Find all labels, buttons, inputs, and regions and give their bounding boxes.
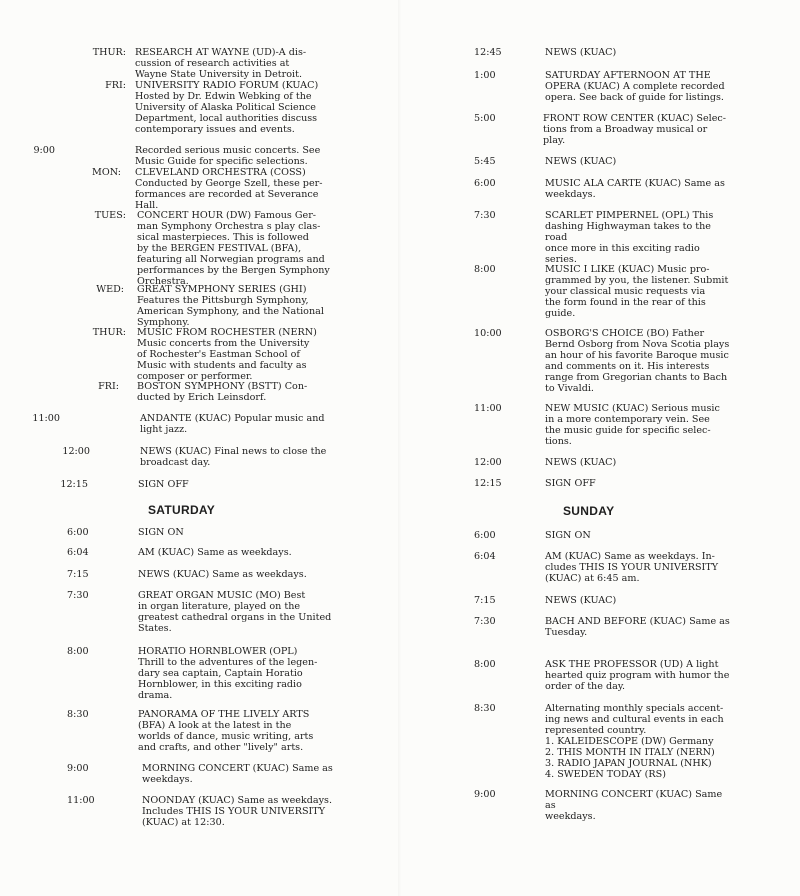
entry-time: 8:30 (67, 709, 89, 720)
entry-description: NEWS (KUAC) (545, 47, 617, 58)
schedule-entry (67, 795, 382, 828)
schedule-entry (60, 80, 370, 135)
schedule-entry (474, 178, 730, 200)
entry-description: OSBORG'S CHOICE (BO) Father Bernd Osborg from Nova Scotia plays an hour of his favorite Baroque music and comments on it. His interests range from Gregorian chants to Bach to Vivaldi. (545, 328, 730, 394)
entry-description: ANDANTE (KUAC) Popular music and light jazz. (140, 413, 325, 435)
entry-time: 12:45 (474, 47, 502, 58)
schedule-entry (60, 381, 372, 403)
entry-time: 7:30 (67, 590, 89, 601)
schedule-entry (67, 569, 373, 580)
entry-time: 11:00 (474, 403, 502, 414)
entry-time: TUES: (94, 210, 126, 221)
entry-description: BACH AND BEFORE (KUAC) Same as Tuesday. (545, 616, 730, 638)
entry-description: UNIVERSITY RADIO FORUM (KUAC) Hosted by Dr. Edwin Webking of the University of Alaska Political Science Department, local authorities discuss contemporary issues and events. (135, 80, 319, 135)
entry-description: RESEARCH AT WAYNE (UD)-A dis- cussion of research activities at Wayne State University in Detroit. (135, 47, 307, 80)
entry-description: NEWS (KUAC) Final news to close the broadcast day. (140, 446, 327, 468)
entry-time: 12:15 (474, 478, 502, 489)
entry-time: 6:00 (474, 178, 496, 189)
entry-time: 11:00 (67, 795, 95, 806)
entry-time: THUR: (92, 47, 126, 58)
entry-description: MUSIC I LIKE (KUAC) Music pro- grammed by you, the listener. Submit your classical music requests via the form found in the rear of this guide. (545, 264, 729, 319)
entry-time: 9:00 (33, 145, 55, 156)
entry-description: Alternating monthly specials accent- ing news and cultural events in each represented country. 1. KALEIDESCOPE (DW) Germany 2. THIS MONTH IN ITALY (NERN) 3. RADIO JAPAN JOURNAL (NHK) 4. SWEDEN TODAY (RS) (545, 703, 724, 780)
entry-time: 6:04 (67, 547, 89, 558)
entry-description: NEWS (KUAC) (545, 595, 617, 606)
entry-time: 6:04 (474, 551, 496, 562)
entry-time: 9:00 (474, 789, 496, 800)
entry-description: GREAT SYMPHONY SERIES (GHI) Features the Pittsburgh Symphony, American Symphony, and the National Symphony. (137, 284, 324, 328)
entry-description: PANORAMA OF THE LIVELY ARTS (BFA) A look at the latest in the worlds of dance, music writing, arts and crafts, and other "lively" arts. (138, 709, 314, 753)
entry-time: 11:00 (32, 413, 60, 424)
schedule-entry (10, 446, 375, 468)
entry-time: MON: (92, 167, 121, 178)
entry-description: ASK THE PROFESSOR (UD) A light hearted quiz program with humor the order of the day. (545, 659, 730, 692)
entry-time: 7:15 (474, 595, 496, 606)
entry-time: 7:15 (67, 569, 89, 580)
entry-time: 5:00 (474, 113, 496, 124)
entry-description: AM (KUAC) Same as weekdays. In- cludes THIS IS YOUR UNIVERSITY (KUAC) at 6:45 am. (545, 551, 719, 584)
schedule-entry (67, 590, 373, 634)
entry-time: FRI: (105, 80, 126, 91)
entry-description: MORNING CONCERT (KUAC) Same as weekdays. (142, 763, 333, 785)
entry-description: SIGN OFF (545, 478, 596, 489)
entry-time: 9:00 (67, 763, 89, 774)
entry-time: THUR: (92, 327, 126, 338)
schedule-entry (474, 47, 730, 58)
entry-description: SIGN ON (545, 530, 591, 541)
schedule-entry (10, 479, 373, 490)
schedule-entry (60, 327, 372, 382)
schedule-entry (474, 210, 730, 265)
sunday-heading: SUNDAY (563, 504, 615, 518)
schedule-entry (474, 595, 730, 606)
entry-time: 1:00 (474, 70, 496, 81)
entry-description: SIGN OFF (138, 479, 189, 490)
entry-time: WED: (96, 284, 124, 295)
entry-description: MUSIC FROM ROCHESTER (NERN) Music concerts from the University of Rochester's Eastman School of Music with students and faculty as composer or performer. (137, 327, 317, 382)
entry-time: 7:30 (474, 616, 496, 627)
schedule-entry (60, 284, 372, 328)
entry-time: 8:00 (474, 264, 496, 275)
entry-time: FRI: (98, 381, 119, 392)
entry-time: 10:00 (474, 328, 502, 339)
entry-description: NEWS (KUAC) Same as weekdays. (138, 569, 307, 580)
schedule-entry (10, 413, 375, 435)
schedule-entry (60, 47, 370, 80)
schedule-entry (474, 328, 730, 394)
schedule-entry (474, 616, 730, 638)
schedule-entry (474, 403, 730, 447)
entry-time: 6:00 (474, 530, 496, 541)
schedule-entry (474, 113, 730, 146)
entry-description: CLEVELAND ORCHESTRA (COSS) Conducted by George Szell, these per- formances are recorded at Severance Hall. (135, 167, 323, 211)
entry-description: GREAT ORGAN MUSIC (MO) Best in organ literature, played on the greatest cathedral organs in the United States. (138, 590, 332, 634)
entry-time: 12:00 (62, 446, 90, 457)
schedule-entry (474, 789, 730, 822)
schedule-entry (67, 527, 373, 538)
schedule-entry (474, 551, 730, 584)
schedule-entry (10, 145, 370, 167)
entry-description: HORATIO HORNBLOWER (OPL) Thrill to the adventures of the legen- dary sea captain, Captain Horatio Hornblower, in this exciting radio drama. (138, 646, 318, 701)
entry-time: 12:00 (474, 457, 502, 468)
schedule-entry (60, 167, 370, 211)
entry-description: MUSIC ALA CARTE (KUAC) Same as weekdays. (545, 178, 725, 200)
schedule-entry (474, 457, 730, 468)
entry-time: 8:00 (67, 646, 89, 657)
entry-description: SIGN ON (138, 527, 184, 538)
entry-description: NEWS (KUAC) (545, 457, 617, 468)
entry-description: CONCERT HOUR (DW) Famous Ger- man Symphony Orchestra s play clas- sical masterpieces. This is followed by the BERGEN FESTIVAL (BFA), featuring all Norwegian programs and performances by the Bergen Symphony Orchestra. (137, 210, 330, 287)
right-column (400, 0, 800, 896)
entry-description: NEW MUSIC (KUAC) Serious music in a more contemporary vein. See the music guide for specific selec- tions. (545, 403, 720, 447)
entry-description: SCARLET PIMPERNEL (OPL) This dashing Highwayman takes to the road once more in this exciting radio series. (545, 210, 714, 265)
entry-time: 8:30 (474, 703, 496, 714)
schedule-entry (474, 156, 730, 167)
schedule-entry (60, 210, 372, 287)
entry-time: 6:00 (67, 527, 89, 538)
schedule-entry (67, 547, 373, 558)
entry-description: AM (KUAC) Same as weekdays. (138, 547, 292, 558)
entry-description: MORNING CONCERT (KUAC) Same as weekdays. (545, 789, 723, 822)
schedule-entry (474, 478, 730, 489)
schedule-entry (67, 763, 377, 785)
entry-description: SATURDAY AFTERNOON AT THE OPERA (KUAC) A complete recorded opera. See back of guide for listings. (545, 70, 725, 103)
entry-description: FRONT ROW CENTER (KUAC) Selec- tions from a Broadway musical or play. (543, 113, 727, 146)
schedule-entry (67, 709, 373, 753)
schedule-entry (474, 70, 730, 103)
entry-time: 8:00 (474, 659, 496, 670)
schedule-entry (474, 530, 730, 541)
schedule-entry (67, 646, 373, 701)
saturday-heading: SATURDAY (148, 503, 216, 517)
entry-description: NEWS (KUAC) (545, 156, 617, 167)
entry-description: Recorded serious music concerts. See Music Guide for specific selections. (135, 145, 321, 167)
entry-time: 12:15 (60, 479, 88, 490)
entry-description: BOSTON SYMPHONY (BSTT) Con- ducted by Erich Leinsdorf. (137, 381, 308, 403)
schedule-entry (474, 703, 730, 780)
schedule-entry (474, 264, 730, 319)
schedule-entry (474, 659, 730, 692)
entry-time: 5:45 (474, 156, 496, 167)
entry-time: 7:30 (474, 210, 496, 221)
entry-description: NOONDAY (KUAC) Same as weekdays. Includes THIS IS YOUR UNIVERSITY (KUAC) at 12:30. (142, 795, 332, 828)
